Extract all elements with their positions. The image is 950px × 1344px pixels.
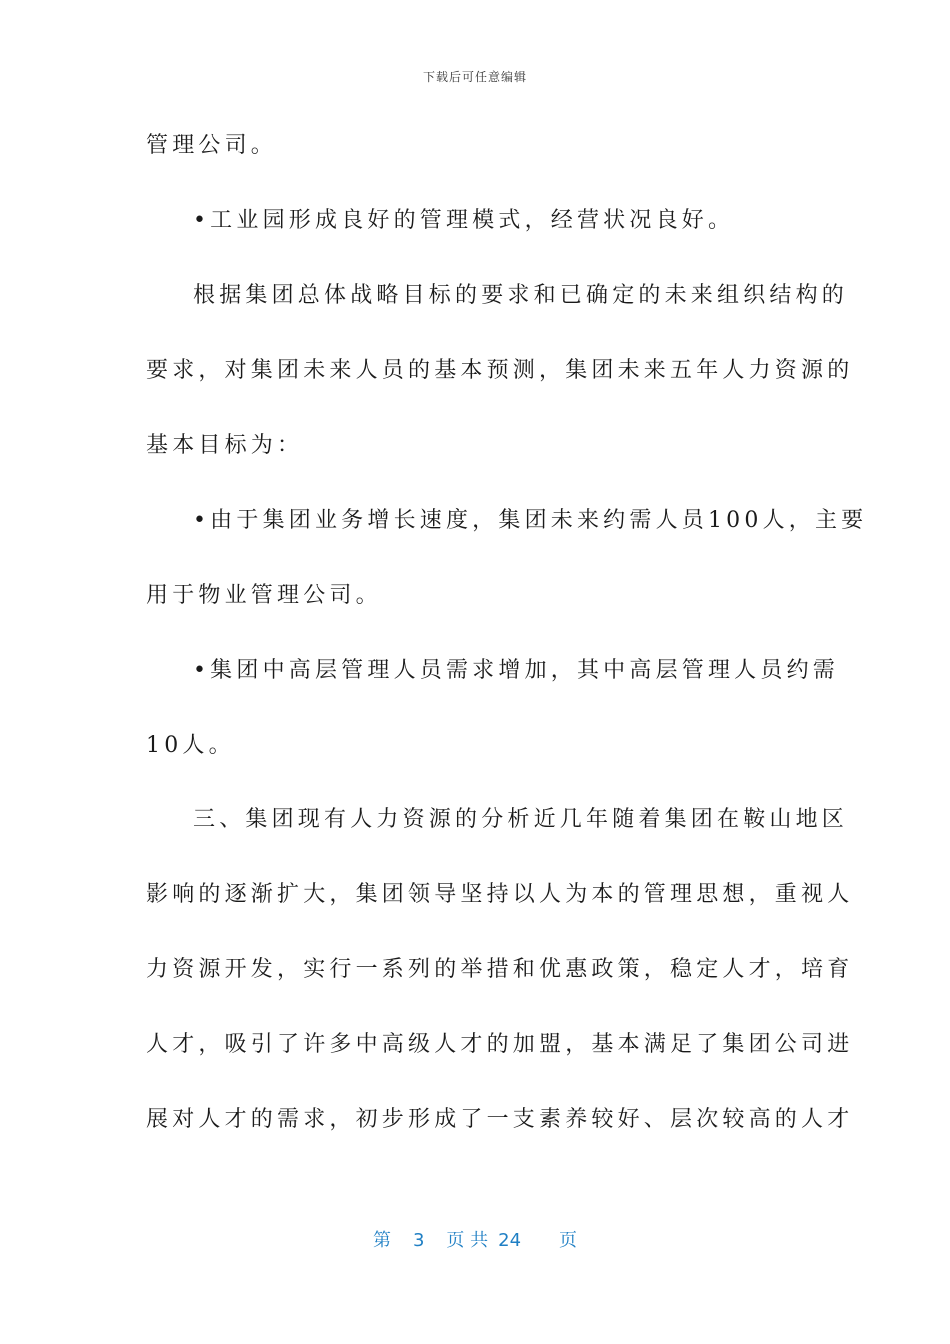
footer-suffix: 页	[559, 1230, 578, 1251]
body-line-14: 展对人才的需求，初步形成了一支素养较好、层次较高的人才	[146, 1107, 854, 1132]
body-line-13: 人才，吸引了许多中高级人才的加盟，基本满足了集团公司进	[146, 1032, 854, 1057]
body-line-5: 基本目标为：	[146, 433, 304, 458]
body-line-11: 影响的逐渐扩大，集团领导坚持以人为本的管理思想，重视人	[146, 882, 854, 907]
body-line-4: 要求，对集团未来人员的基本预测，集团未来五年人力资源的	[146, 358, 854, 383]
header-note: 下载后可任意编辑	[422, 70, 527, 84]
body-line-1: 管理公司。	[146, 133, 278, 158]
body-line-12: 力资源开发，实行一系列的举措和优惠政策，稳定人才，培育	[146, 957, 854, 982]
body-line-8: •集团中高层管理人员需求增加，其中高层管理人员约需	[193, 658, 839, 683]
body-line-9: 10人。	[146, 733, 235, 758]
current-page-number: 3	[412, 1230, 425, 1251]
body-line-10: 三、集团现有人力资源的分析近几年随着集团在鞍山地区	[193, 807, 849, 832]
body-line-7: 用于物业管理公司。	[146, 583, 382, 608]
footer-prefix: 第	[372, 1230, 391, 1251]
body-line-3: 根据集团总体战略目标的要求和已确定的未来组织结构的	[193, 283, 849, 308]
body-line-6: •由于集团业务增长速度，集团未来约需人员100人，主要	[193, 508, 868, 533]
total-pages-number: 24	[498, 1230, 522, 1251]
footer-middle: 页 共	[446, 1230, 489, 1251]
page-footer	[0, 1226, 950, 1252]
body-line-2: •工业园形成良好的管理模式，经营状况良好。	[193, 208, 735, 233]
